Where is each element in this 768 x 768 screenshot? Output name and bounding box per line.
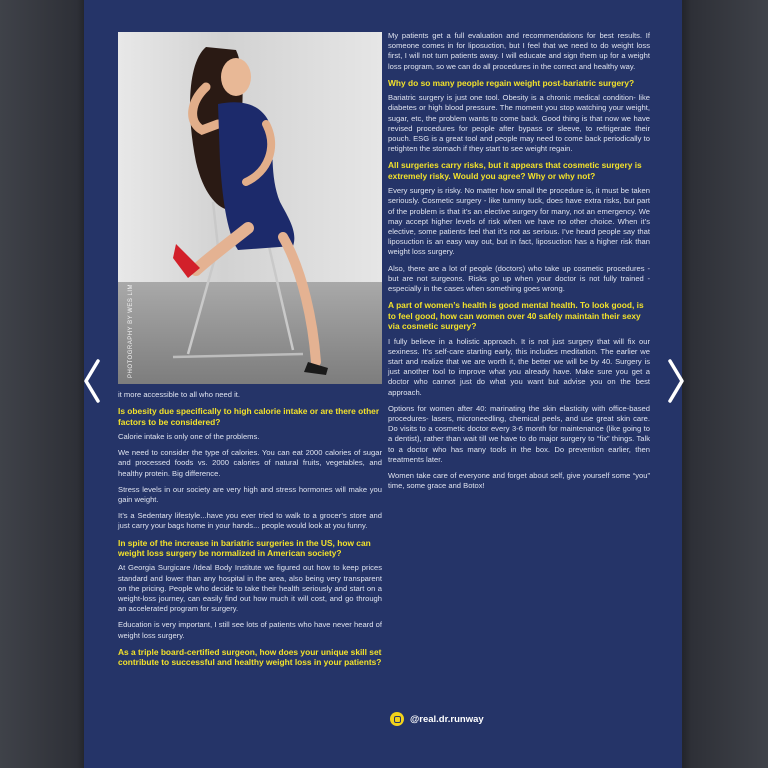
question-heading: All surgeries carry risks, but it appears that cosmetic surgery is extremely risky. Would you agree? Why or why not?: [388, 160, 642, 181]
answer-paragraph: It’s a Sedentary lifestyle...have you ever tried to walk to a grocer’s store and just carry your bags home in your hands... people would look at you funny.: [118, 511, 382, 531]
answer-paragraph: Calorie intake is only one of the problems.: [118, 432, 260, 442]
answer-paragraph: Stress levels in our society are very high and stress hormones will make you gain weight.: [118, 484, 382, 505]
chevron-left-icon[interactable]: [80, 357, 104, 405]
answer-paragraph: it more accessible to all who need it.: [118, 390, 240, 399]
answer-paragraph: Bariatric surgery is just one tool. Obesity is a chronic medical condition- like diabetes or high blood pressure. The moment you stop watching your weight, sugar, etc, the problem wants to come back. Good thing is that now we have revised procedures for people after bypass or sleeve, to refrigerate their pouch. ESG is a great tool and people may need to come back periodically to retighten the stomach if they start to see weight regain.: [388, 93, 650, 154]
answer-paragraph: Every surgery is risky. No matter how small the procedure is, it must be taken seriously. Cosmetic surgery - like tummy tuck, does have extra risks, but part of the problem is that it’s an elective surgery for many, not an emergency. We may accept higher levels of risk when we have no other choice. When it’s elective, some patients feel that it’s not as serious. I’ve heard people say that liposuction is an easy way out, but in fact, liposuction has a higher risk than weight loss surgery.: [388, 186, 650, 257]
question-heading: Why do so many people regain weight post-bariatric surgery?: [388, 77, 635, 88]
question-heading: As a triple board-certified surgeon, how does your unique skill set contribute to successful and healthy weight loss in your patients?: [118, 646, 382, 668]
answer-paragraph: At Georgia Surgicare /Ideal Body Institute we figured out how to keep prices standard and lower than any hospital in the area, also being very transparent on the pricing. People who decide to take their health seriously and start on a weight-loss journey, can easily find out how much it will cost, and go through an accelerated program for surgery.: [118, 563, 382, 614]
question-heading: Is obesity due specifically to high calorie intake or are there other factors to be considered?: [118, 406, 380, 427]
answer-paragraph: Education is very important, I still see lots of patients who have never heard of weight loss surgery.: [118, 620, 382, 640]
instagram-tag[interactable]: [390, 712, 484, 726]
answer-paragraph: I fully believe in a holistic approach. It is not just surgery that will fix our sexiness. It’s self-care starting early, this includes meditation. The earlier we start and realize that we are worth it, the better we will be by 40. Surgery is just another tool to improve what you already have. Make sure you get a doctor who cannot just do what you want but advise you on the best approach.: [388, 336, 650, 397]
answer-paragraph: Options for women after 40: marinating the skin elasticity with office-based procedures- lasers, microneedling, chemical peels, and use great skin care. Do visits to a cosmetic doctor every 3-6 month for maintenance (like going to a dentist), rather than wait till we have to do major surgery to “fix” things. Talk to a doctor who has many tools in the box. Do prevention earlier, then treatments later.: [388, 403, 650, 464]
answer-paragraph: Women take care of everyone and forget about self, give yourself some “you” time, some grace and Botox!: [388, 470, 650, 491]
answer-paragraph: My patients get a full evaluation and recommendations for best results. If someone comes in for liposuction, but I feel that we need to do weight loss first, I will not turn patients away. I will educate and sign them up for a weight loss program, so we can do all procedures in the correct and healthy way.: [388, 31, 650, 71]
question-heading: A part of women’s health is good mental health. To look good, is to feel good, how can women over 40 safely maintain their sexy via cosmetic surgery?: [388, 300, 644, 332]
chevron-right-icon[interactable]: [664, 357, 688, 405]
left-article-column: [118, 390, 382, 673]
seated-woman-figure: [118, 32, 382, 384]
instagram-handle: @real.dr.runway: [410, 713, 484, 725]
right-article-column: [388, 31, 650, 497]
answer-paragraph: We need to consider the type of calories. You can eat 2000 calories of sugar and processed foods vs. 2000 calories of natural fruits, vegetables, and healthy protein. Big difference.: [118, 448, 382, 478]
answer-paragraph: Also, there are a lot of people (doctors) who take up cosmetic procedures - but are not surgeons. Risks go up when your doctor is not fully trained - especially in the cases when something goes wrong.: [388, 263, 650, 294]
photo-credit: PHOTOGRAPHY BY WES LIM: [128, 283, 134, 378]
question-heading: In spite of the increase in bariatric surgeries in the US, how can weight loss surgery be normalized in American society?: [118, 537, 371, 559]
portrait-photo: [118, 32, 382, 384]
magazine-page: [84, 0, 682, 768]
instagram-icon: [390, 712, 404, 726]
